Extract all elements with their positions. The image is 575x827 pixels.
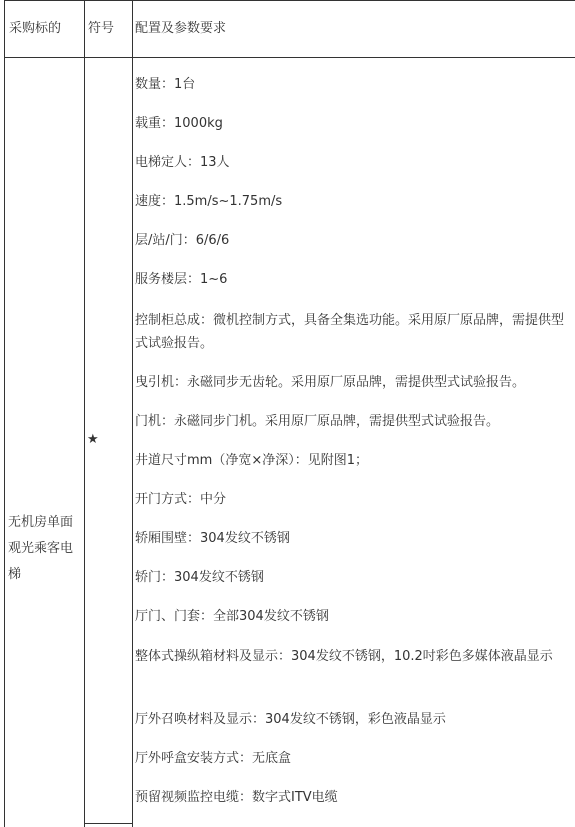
- item-name: 无机房单面观光乘客电梯: [8, 515, 74, 582]
- req-control-cabinet: 控制柜总成：微机控制方式，具备全集选功能。采用原厂原品牌，需提供型式试验报告。: [135, 313, 565, 351]
- header-bottom-border: [5, 57, 575, 58]
- req-traction-machine: 曳引机：永磁同步无齿轮。采用原厂原品牌，需提供型式试验报告。: [135, 375, 526, 390]
- req-video-cable: 预留视频监控电缆：数字式ITV电缆: [135, 790, 338, 805]
- header-item: 采购标的: [9, 21, 62, 36]
- req-car-door: 轿门：304发纹不锈钢: [135, 570, 264, 585]
- req-hall-box-mounting: 厅外呼盒安装方式：无底盒: [135, 751, 292, 766]
- spec-table: [4, 0, 575, 827]
- column-divider-1: [84, 0, 85, 827]
- req-hall-call: 厅外召唤材料及显示：304发纹不锈钢，彩色液晶显示: [135, 712, 446, 727]
- header-symbol: 符号: [88, 21, 115, 36]
- req-car-walls: 轿厢围壁：304发纹不锈钢: [135, 531, 290, 546]
- req-service-floors: 服务楼层：1~6: [135, 272, 228, 287]
- symbol-cell-bottom: [84, 823, 132, 824]
- symbol-star: ★: [87, 432, 99, 447]
- column-divider-2: [132, 0, 133, 827]
- req-cop-panel: 整体式操纵箱材料及显示：304发纹不锈钢，10.2吋彩色多媒体液晶显示: [135, 649, 553, 664]
- req-capacity: 电梯定人：13人: [135, 155, 230, 170]
- req-load: 载重：1000kg: [135, 116, 223, 131]
- req-floors-stops-doors: 层/站/门：6/6/6: [135, 233, 230, 248]
- req-speed: 速度：1.5m/s~1.75m/s: [135, 194, 283, 209]
- req-door-machine: 门机：永磁同步门机。采用原厂原品牌，需提供型式试验报告。: [135, 414, 500, 429]
- req-quantity: 数量：1台: [135, 77, 196, 92]
- table-top-border: [5, 0, 575, 1]
- req-door-opening: 开门方式：中分: [135, 492, 227, 507]
- req-shaft-size: 井道尺寸mm（净宽×净深）：见附图1；: [135, 453, 368, 468]
- header-requirements: 配置及参数要求: [135, 21, 227, 36]
- req-landing-doors: 厅门、门套：全部304发纹不锈钢: [135, 609, 329, 624]
